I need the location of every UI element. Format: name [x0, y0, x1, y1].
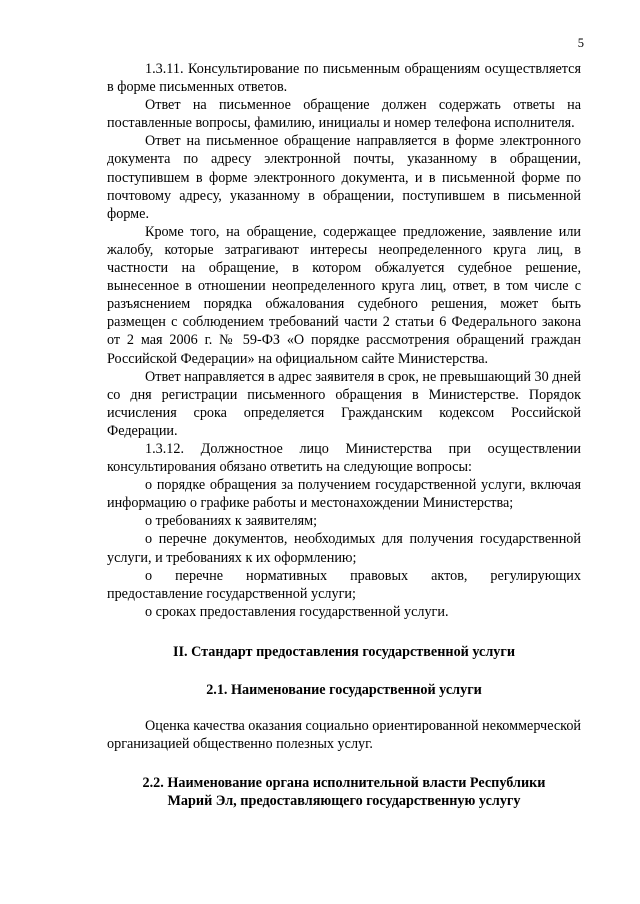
paragraph-answer-delivery: Ответ на письменное обращение направляется в форме электронного документа по адресу электронной почты, указанному в обращении, поступившем в форме электронного документа, и в письменной форме по почтовому адресу, указанному в обращении, поступившем в письменной форме.: [107, 133, 581, 222]
subsection-2-2-heading: [107, 774, 581, 810]
paragraph-public-answer: Кроме того, на обращение, содержащее предложение, заявление или жалобу, которые затрагивают интересы неопределенного круга лиц, в частности на обращение, в котором обжалуется судебное решение, вынесенное в отношении неопределенного круга лиц, ответ, в том числе с разъяснением порядка обжалования судебного решения, может быть размещен с соблюдением требований части 2 статьи 6 Федерального закона от 2 мая 2006 г. № 59-ФЗ «О порядке рассмотрения обращений граждан Российской Федерации» на официальном сайте Министерства.: [107, 223, 581, 367]
page-number: 5: [577, 36, 584, 50]
subsection-2-2-heading-line-2: Марий Эл, предоставляющего государственную услугу: [167, 793, 521, 810]
paragraph-answer-content: Ответ на письменное обращение должен содержать ответы на поставленные вопросы, фамилию, инициалы и номер телефона исполнителя.: [107, 97, 581, 132]
list-item-procedure: о порядке обращения за получением государственной услуги, включая информацию о графике работы и местонахождении Министерства;: [107, 477, 581, 512]
list-item-deadlines: о сроках предоставления государственной услуги.: [145, 603, 449, 620]
paragraph-answer-deadline: Ответ направляется в адрес заявителя в срок, не превышающий 30 дней со дня регистрации письменного обращения в Министерстве. Порядок исчисления срока определяется Гражданским кодексом Российской Федерации.: [107, 368, 581, 439]
list-item-documents: о перечне документов, необходимых для получения государственной услуги, и требованиях к их оформлению;: [107, 531, 581, 566]
list-item-applicants: о требованиях к заявителям;: [145, 513, 318, 530]
list-item-legal-acts: о перечне нормативных правовых актов, регулирующих предоставление государственной услуги;: [107, 567, 581, 602]
paragraph-1-3-12: 1.3.12. Должностное лицо Министерства при осуществлении консультирования обязано ответить на следующие вопросы:: [107, 440, 581, 476]
subsection-2-1-text: Оценка качества оказания социально ориентированной некоммерческой организацией общественно полезных услуг.: [107, 718, 581, 753]
document-body: [107, 60, 581, 810]
paragraph-1-3-11: 1.3.11. Консультирование по письменным обращениям осуществляется в форме письменных ответов.: [107, 61, 581, 96]
subsection-2-1-heading: 2.1. Наименование государственной услуги: [206, 682, 482, 698]
subsection-2-2-heading-line-1: 2.2. Наименование органа исполнительной власти Республики: [142, 775, 546, 792]
section-heading: II. Стандарт предоставления государственной услуги: [172, 643, 516, 660]
